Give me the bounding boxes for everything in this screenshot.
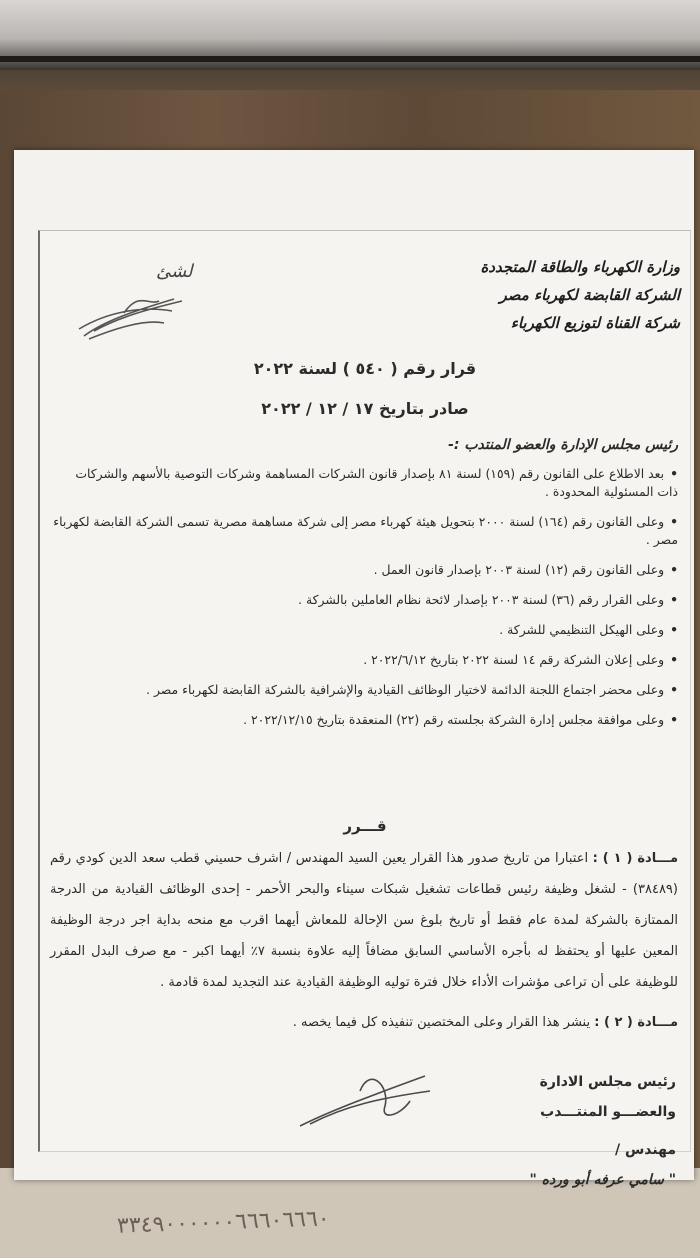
underlying-paper-text: ٣٣٤٩٠٠٠٠٠٠٦٦٦٠٦٦٦٠ xyxy=(116,1206,331,1239)
article-1-label: مـــادة ( ١ ) : xyxy=(592,851,678,866)
article-1 xyxy=(50,843,678,998)
decision-date: صادر بتاريخ ١٧ / ١٢ / ٢٠٢٢ xyxy=(261,399,469,418)
handwritten-signature-bottom xyxy=(290,1036,440,1140)
article-2-label: مـــادة ( ٢ ) : xyxy=(594,1015,678,1030)
clause-item: •وعلى محضر اجتماع اللجنة الدائمة لاختيار الوظائف القيادية والإشرافية بالشركة القابضة لكهرباء مصر . xyxy=(146,682,678,697)
article-2 xyxy=(50,1007,678,1038)
signer-block xyxy=(476,1067,676,1195)
decision-title: قرار رقم ( ٥٤٠ ) لسنة ٢٠٢٢ xyxy=(253,359,477,378)
document-sheet xyxy=(14,150,694,1188)
letterhead-company: شركة القناة لتوزيع الكهرباء xyxy=(510,314,680,332)
signer-title-1: رئيس مجلس الادارة xyxy=(539,1074,676,1090)
document-body xyxy=(38,230,691,1188)
clause-item: •وعلى الهيكل التنظيمي للشركة . xyxy=(499,622,678,637)
handwritten-note: لشئ xyxy=(156,261,193,282)
article-1-text: اعتبارا من تاريخ صدور هذا القرار يعين السيد المهندس / اشرف حسيني قطب سعد الدين كودي رقم (٣٨٤٨٩) - لشغل وظيفة رئيس قطاعات تشغيل شبكات سيناء والبحر الأحمر - إحدى الوظائف القيادية من الدرجة الممتازة بالشركة لمدة عام فقط أو تاريخ بلوغ سن الإحالة للمعاش أيهما اقرب مع منحه بداية اجر درجة الوظيفة المعين عليها أو يحتفظ له بأجره الأساسي السابق مضافاً إليه علاوة بنسبة ٧٪ أيهما اكبر - مع صرف البدل المقرر للوظيفة على أن تراعى مؤشرات الأداء خلال فترة توليه الوظيفة القيادية عند التجديد لمدة قادمة . xyxy=(50,851,678,990)
letterhead-holding-company: الشركة القابضة لكهرباء مصر xyxy=(499,286,680,304)
handwritten-signature-top xyxy=(64,251,214,350)
signer-role: مهندس / xyxy=(614,1142,676,1158)
shelf-edge xyxy=(0,56,700,62)
clause-item: •بعد الاطلاع على القانون رقم (١٥٩) لسنة ٨١ بإصدار قانون الشركات المساهمة وشركات التوصية بالأسهم والشركات ذات المسئولية المحدودة . xyxy=(75,466,678,499)
decides-heading: قـــرر xyxy=(343,817,387,835)
clause-item: •وعلى القرار رقم (٣٦) لسنة ٢٠٠٣ بإصدار لائحة نظام العاملين بالشركة . xyxy=(298,592,678,607)
letterhead-ministry: وزارة الكهرباء والطاقة المتجددة xyxy=(480,258,680,276)
signer-name: " سامي عرفه أبو ورده " xyxy=(529,1172,676,1188)
clause-item: •وعلى موافقة مجلس إدارة الشركة بجلسته رقم (٢٢) المنعقدة بتاريخ ٢٠٢٢/١٢/١٥ . xyxy=(243,712,678,727)
clause-item: •وعلى إعلان الشركة رقم ١٤ لسنة ٢٠٢٢ بتاريخ ٢٠٢٢/٦/١٢ . xyxy=(363,652,678,667)
letterhead xyxy=(420,253,680,337)
clause-item: •وعلى القانون رقم (١٢) لسنة ٢٠٠٣ بإصدار قانون العمل . xyxy=(373,562,678,577)
signer-title-2: والعضـــو المنتـــدب xyxy=(540,1104,676,1120)
clause-item: •وعلى القانون رقم (١٦٤) لسنة ٢٠٠٠ بتحويل هيئة كهرباء مصر إلى شركة مساهمة مصرية تسمى الشركة القابضة لكهرباء مصر . xyxy=(53,514,678,547)
preamble-clauses xyxy=(53,465,678,741)
article-2-text: ينشر هذا القرار وعلى المختصين تنفيذه كل فيما يخصه . xyxy=(292,1015,591,1030)
addressee: رئيس مجلس الإدارة والعضو المنتدب :- xyxy=(448,437,678,453)
